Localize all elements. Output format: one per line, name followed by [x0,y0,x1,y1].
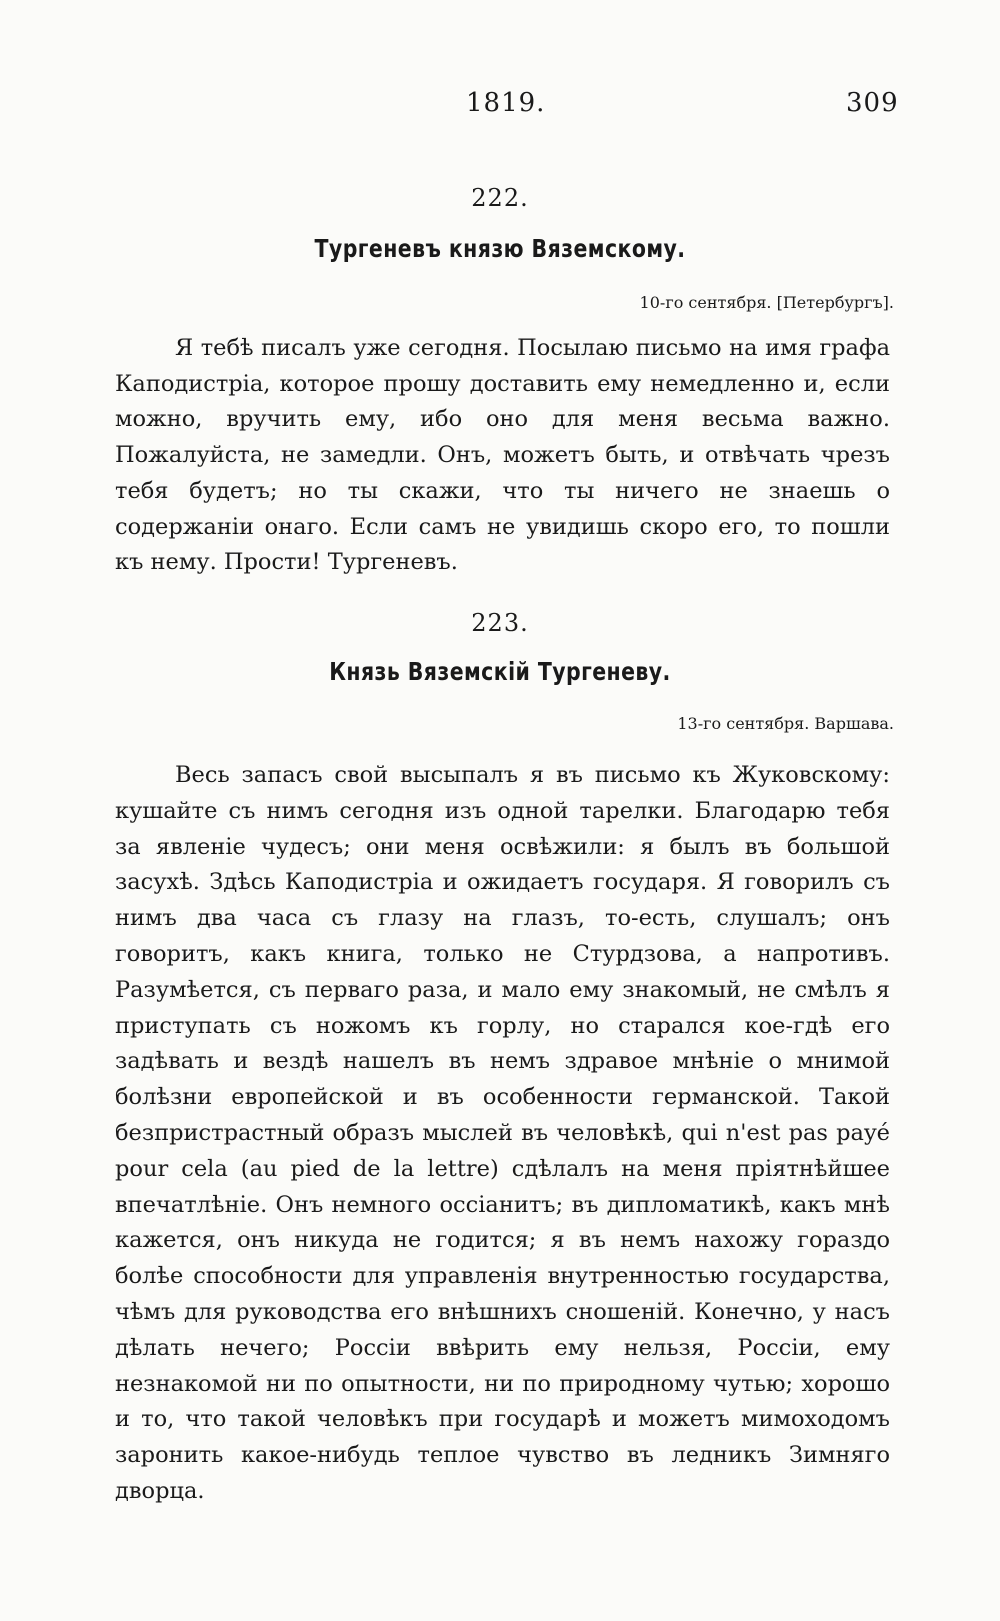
letter-date: 13-го сентября. Варшава. [677,714,894,733]
letter-body: Весь запасъ свой высыпалъ я въ письмо къ Жуковскому: кушайте съ нимъ сегодня изъ одной тарелки. Благодарю тебя за явленіе чудесъ; они меня освѣжили: я былъ въ большой засухѣ. Здѣсь Каподистріа и ожидаетъ государя. Я говорилъ съ нимъ два часа съ глазу на глазъ, то-есть, слушалъ; онъ говоритъ, какъ книга, только не Стурдзова, а напротивъ. Разумѣется, съ перваго раза, и мало ему знакомый, не смѣлъ я приступать съ ножомъ къ горлу, но старался кое-гдѣ его задѣвать и вездѣ нашелъ въ немъ здравое мнѣніе о мнимой болѣзни европейской и въ особенности германской. Такой безпристрастный образъ мыслей въ человѣкѣ, qui n'est pas payé pour cela (au pied de la lettre) сдѣлалъ на меня пріятнѣйшее впечатлѣніе. Онъ немного оссіанитъ; въ дипломатикѣ, какъ мнѣ кажется, онъ никуда не годится; я въ немъ нахожу гораздо болѣе способности для управленія внутренностью государства, чѣмъ для руководства его внѣшнихъ сношеній. Конечно, у насъ дѣлать нечего; Россіи ввѣрить ему нельзя, Россіи, ему незнакомой ни по опытности, ни по природному чутью; хорошо и то, что такой человѣкъ при государѣ и можетъ мимоходомъ заронить какое-нибудь теплое чувство въ ледникъ Зимняго дворца. [115,762,890,1504]
letter-number: 222. [471,184,529,212]
letter-heading: Князь Вяземскій Тургеневу. [329,657,671,686]
letter-date: 10-го сентября. [Петербургъ]. [639,293,894,312]
running-head [0,88,1000,128]
running-head-year: 1819. [466,88,546,118]
letter-heading: Тургеневъ князю Вяземскому. [314,234,686,263]
letter-number: 223. [471,609,529,637]
letter-body: Я тебѣ писалъ уже сегодня. Посылаю письмо на имя графа Каподистріа, которое прошу доставить ему немедленно и, если можно, вручить ему, ибо оно для меня весьма важно. Пожалуйста, не замедли. Онъ, можетъ быть, и отвѣчать чрезъ тебя будетъ; но ты скажи, что ты ничего не знаешь о содержаніи онаго. Если самъ не увидишь скоро его, то пошли къ нему. Прости! Тургеневъ. [115,335,890,576]
page-number: 309 [846,88,899,118]
